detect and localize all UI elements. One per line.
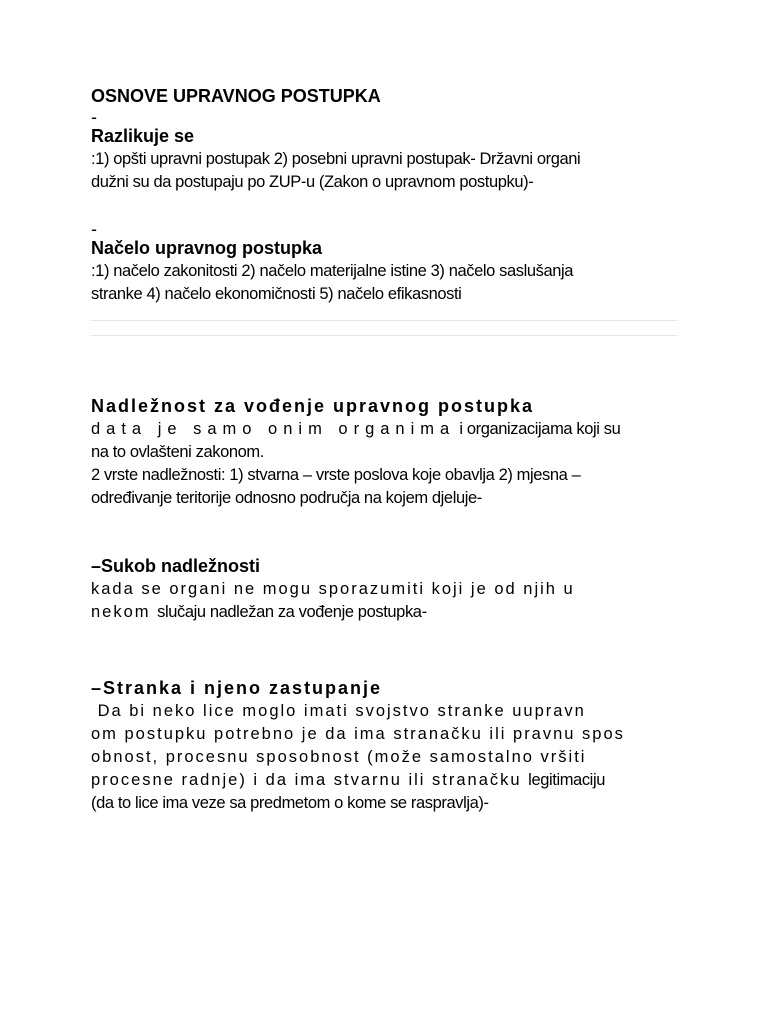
section-text-line: stranke 4) načelo ekonomičnosti 5) načelo efikasnosti [91, 285, 462, 303]
document-title: OSNOVE UPRAVNOG POSTUPKA [91, 86, 381, 106]
section-text-line: (da to lice ima veze sa predmetom o kome se raspravlja)- [91, 794, 489, 812]
section-heading-sukob: –Sukob nadležnosti [91, 556, 261, 576]
spacer [91, 194, 681, 220]
separator-dash: - [91, 220, 97, 236]
spacer [91, 306, 681, 320]
text-run: legitimaciju [528, 771, 605, 789]
separator-dash: - [91, 108, 97, 124]
section-text-line: kada se organi ne mogu sporazumiti koji je od njih u [91, 580, 575, 598]
text-run: i organizacijama koji su [455, 420, 621, 438]
section-text-line: na to ovlašteni zakonom. [91, 443, 264, 461]
section-heading-nadleznost: Nadležnost za vođenje upravnog postupka [91, 396, 535, 416]
section-text-line: Da bi neko lice moglo imati svojstvo stranke uupravn [91, 702, 586, 720]
spacer [91, 336, 681, 394]
section-text-line: :1) opšti upravni postupak 2) posebni upravni postupak- Državni organi [91, 150, 581, 168]
section-text-line [91, 601, 681, 624]
section-text-line [91, 418, 681, 441]
section-heading-razlikuje: Razlikuje se [91, 126, 195, 146]
section-text-line: određivanje teritorije odnosno područja na kojem djeluje- [91, 489, 482, 507]
spaced-text: nekom [91, 603, 158, 621]
section-text-line: dužni su da postupaju po ZUP-u (Zakon o upravnom postupku)- [91, 173, 534, 191]
section-text-line: om postupku potrebno je da ima stranačku ili pravnu spos [91, 725, 625, 743]
spaced-text: data je samo onim organima [91, 420, 456, 438]
document-page [91, 84, 681, 815]
text-run: slučaju nadležan za vođenje postupka- [157, 603, 427, 621]
spacer [91, 321, 681, 335]
section-text-line [91, 769, 681, 792]
spacer [91, 510, 681, 554]
spaced-text: procesne radnje) i da ima stvarnu ili stranačku [91, 771, 529, 789]
section-text-line: 2 vrste nadležnosti: 1) stvarna – vrste poslova koje obavlja 2) mjesna – [91, 466, 581, 484]
spacer [91, 624, 681, 676]
section-heading-nacelo: Načelo upravnog postupka [91, 238, 323, 258]
section-heading-stranka: –Stranka i njeno zastupanje [91, 678, 383, 698]
section-text-line: obnost, procesnu sposobnost (može samostalno vršiti [91, 748, 587, 766]
section-text-line: :1) načelo zakonitosti 2) načelo materijalne istine 3) načelo saslušanja [91, 262, 574, 280]
